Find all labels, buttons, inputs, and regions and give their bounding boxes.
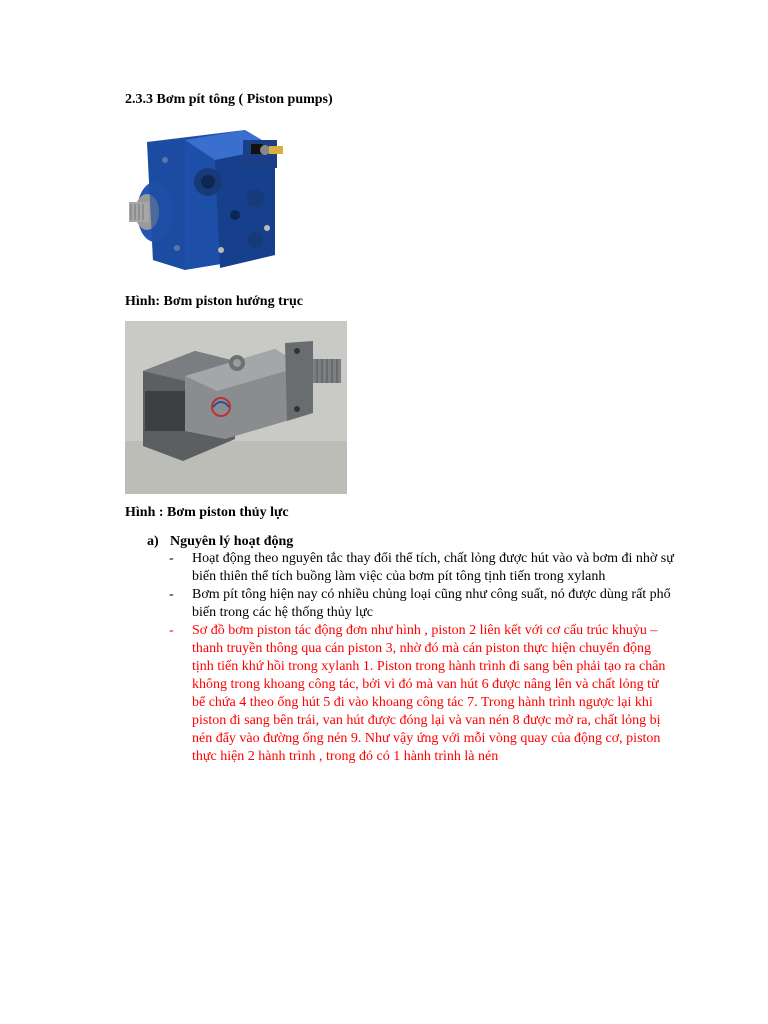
- bullet-list: [169, 550, 674, 766]
- bullet-text: Sơ đồ bơm piston tác động đơn như hình , piston 2 liên kết với cơ cấu trúc khuỷu – thanh truyền thông qua cán piston 3, nhờ đó mà cán piston thực hiện chuyển động tịnh tiến khứ hồi trong xylanh 1. Piston trong hành trình đi sang bên phải tạo ra chân không trong khoang công tác, bởi vì đó mà van hút 6 được nâng lên và chất lỏng từ bể chứa 4 theo ống hút 5 đi vào khoang công tác 7. Trong hành trình ngược lại khi piston đi sang bên trái, van hút được đóng lại và van nén 8 được mở ra, chất lỏng bị nén đẩy vào đường ống nén 9. Như vậy ứng với mỗi vòng quay của động cơ, piston thực hiện 2 hành trình , trong đó có 1 hành trình là nén: [192, 623, 666, 764]
- axial-piston-pump-icon: [125, 120, 297, 282]
- list-item-highlighted: [169, 622, 674, 766]
- hydraulic-piston-pump-icon: [125, 321, 347, 494]
- figure1-caption: Hình: Bơm piston hướng trục: [125, 294, 303, 309]
- bullet-dash: -: [169, 587, 174, 602]
- subsection-marker: a): [147, 534, 159, 549]
- axial-piston-pump-image: [125, 120, 297, 282]
- bullet-text: Bơm pít tông hiện nay có nhiều chủng loại cũng như công suất, nó được dùng rất phổ biến trong các hệ thống thủy lực: [192, 587, 671, 620]
- subsection-title: Nguyên lý hoạt động: [170, 534, 294, 549]
- subsection-heading: [147, 534, 293, 550]
- bullet-dash: -: [169, 551, 174, 566]
- list-item: [169, 550, 674, 586]
- section-heading: 2.3.3 Bơm pít tông ( Piston pumps): [125, 92, 333, 107]
- figure2-caption: Hình : Bơm piston thủy lực: [125, 505, 289, 520]
- list-item: [169, 586, 674, 622]
- hydraulic-piston-pump-image: [125, 321, 347, 494]
- bullet-text: Hoạt động theo nguyên tắc thay đổi thể tích, chất lỏng được hút vào và bơm đi nhờ sự biến thiên thể tích buồng làm việc của bơm pít tông tịnh tiến trong xylanh: [192, 551, 674, 584]
- bullet-dash: -: [169, 623, 174, 638]
